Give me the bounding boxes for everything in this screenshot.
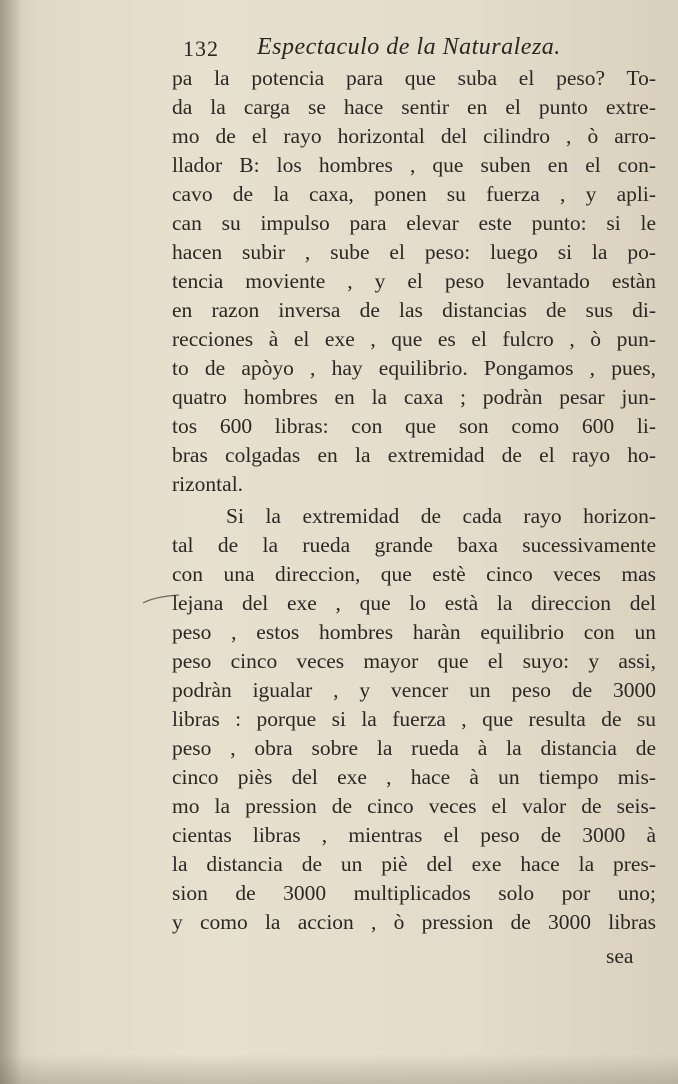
text-line: peso cinco veces mayor que el suyo: y assi, — [172, 649, 656, 673]
text-line: y como la accion , ò pression de 3000 libras — [172, 910, 656, 934]
text-line: cavo de la caxa, ponen su fuerza , y apli- — [172, 182, 656, 206]
text-line: recciones à el exe , que es el fulcro , ò pun- — [172, 327, 656, 351]
running-head — [183, 34, 623, 64]
page-number: 132 — [183, 36, 219, 61]
text-line: tal de la rueda grande baxa sucessivamente — [172, 533, 656, 557]
text-line: podràn igualar , y vencer un peso de 3000 — [172, 678, 656, 702]
text-line: libras : porque si la fuerza , que resulta de su — [172, 707, 656, 731]
spine-shadow — [0, 0, 22, 1084]
text-line: con una direccion, que estè cinco veces mas — [172, 562, 656, 586]
text-line: rizontal. — [172, 472, 244, 496]
text-line: lejana del exe , que lo està la direccion del — [172, 591, 656, 615]
text-line: pa la potencia para que suba el peso? To- — [172, 66, 656, 90]
text-line: bras colgadas en la extremidad de el rayo ho- — [172, 443, 656, 467]
text-line: peso , obra sobre la rueda à la distancia de — [172, 736, 656, 760]
bottom-shadow — [0, 1054, 678, 1084]
text-line: la distancia de un piè del exe hace la pres- — [172, 852, 656, 876]
catchword: sea — [606, 944, 634, 968]
text-line: hacen subir , sube el peso: luego si la po- — [172, 240, 656, 264]
book-title: Espectaculo de la Naturaleza. — [257, 34, 561, 60]
text-line: en razon inversa de las distancias de sus di- — [172, 298, 656, 322]
text-line: llador B: los hombres , que suben en el con- — [172, 153, 656, 177]
text-line: cinco piès del exe , hace à un tiempo mis- — [172, 765, 656, 789]
text-line: to de apòyo , hay equilibrio. Pongamos , pues, — [172, 356, 656, 380]
text-line: mo la pression de cinco veces el valor de seis- — [172, 794, 656, 818]
text-line: quatro hombres en la caxa ; podràn pesar jun- — [172, 385, 656, 409]
paragraph-start-line: Si la extremidad de cada rayo horizon- — [226, 504, 656, 528]
text-line: tos 600 libras: con que son como 600 li- — [172, 414, 656, 438]
text-line: tencia moviente , y el peso levantado estàn — [172, 269, 656, 293]
text-line: cientas libras , mientras el peso de 3000 à — [172, 823, 656, 847]
text-line: mo de el rayo horizontal del cilindro , ò arro- — [172, 124, 656, 148]
text-line: da la carga se hace sentir en el punto extre- — [172, 95, 656, 119]
text-line: peso , estos hombres haràn equilibrio con un — [172, 620, 656, 644]
text-line: can su impulso para elevar este punto: si le — [172, 211, 656, 235]
text-line: sion de 3000 multiplicados solo por uno; — [172, 881, 656, 905]
